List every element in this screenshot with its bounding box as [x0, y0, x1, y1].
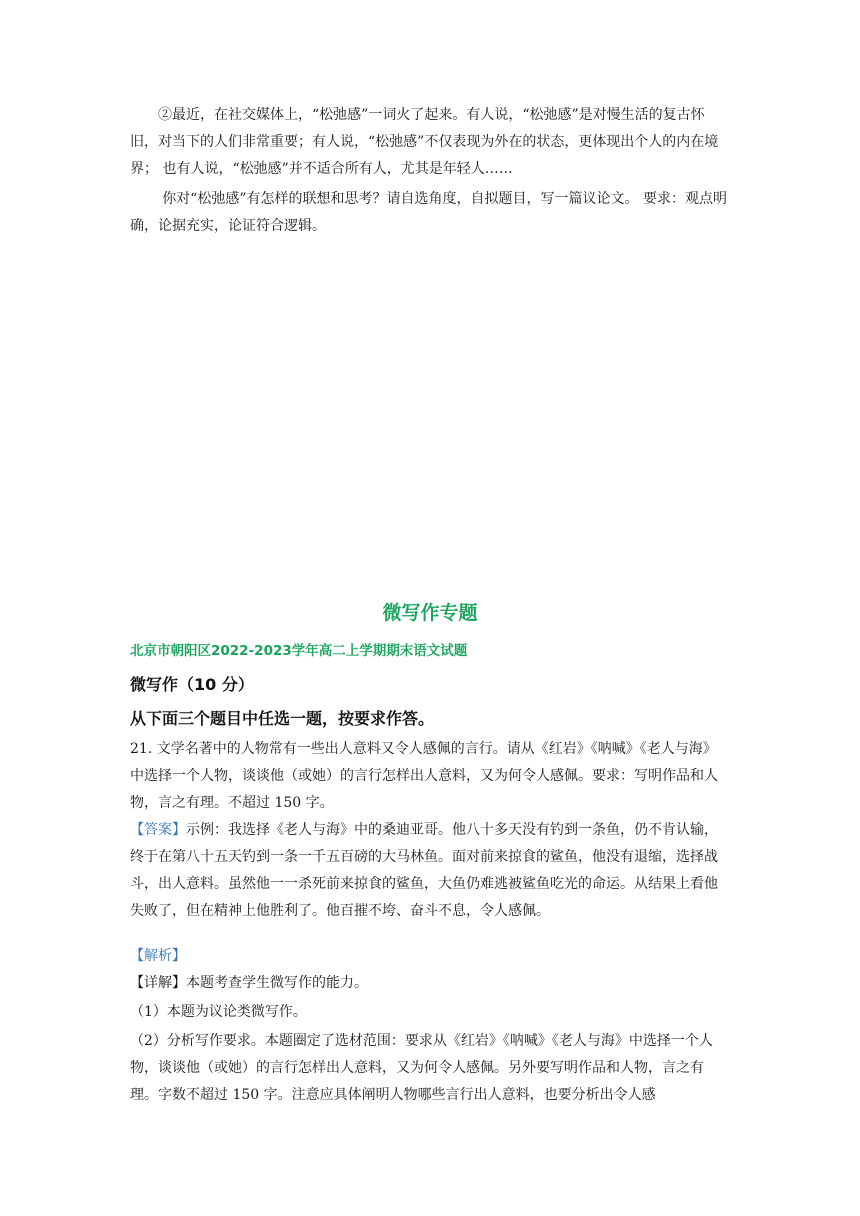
question-21: 21. 文学名著中的人物常有一些出人意料又令人感佩的言行。请从《红岩》《呐喊》《老人与海》中选择一个人物，谈谈他（或她）的言行怎样出人意料，又为何令人感佩。要求：写明作品和人物，言之有理。不超过 150 字。 [130, 741, 718, 811]
analysis-point-2: （2）分析写作要求。本题圈定了选材范围：要求从《红岩》《呐喊》《老人与海》中选择一个人物，谈谈他（或她）的言行怎样出人意料，又为何令人感佩。另外要写明作品和人物，言之有理。字数不超过 150 字。注意应具体阐明人物哪些言行出人意料，也要分析出令人感 [130, 1033, 713, 1103]
detail-tag: 【详解】 [130, 975, 186, 991]
analysis-tag: 【解析】 [130, 948, 186, 964]
answer-block [130, 817, 730, 925]
detail-block [130, 970, 730, 997]
answer-text: 示例：我选择《老人与海》中的桑迪亚哥。他八十多天没有钓到一条鱼，仍不肯认输，终于在第八十五天钓到一条一千五百磅的大马林鱼。面对前来掠食的鲨鱼，他没有退缩，选择战斗，出人意料。虽然他一一杀死前来掠食的鲨鱼，大鱼仍难逃被鲨鱼吃光的命运。从结果上看他失败了，但在精神上他胜利了。他百摧不垮、奋斗不息，令人感佩。 [130, 822, 718, 919]
micro-writing-heading: 微写作（10 分） [130, 675, 254, 694]
analysis-block [130, 943, 730, 970]
detail-text: 本题考查学生微写作的能力。 [186, 975, 368, 991]
prompt-task: 你对“松弛感”有怎样的联想和思考？请自选角度，自拟题目，写一篇议论文。 要求：观点明确，论据充实，论证符合逻辑。 [130, 191, 727, 234]
answer-tag: 【答案】 [130, 822, 186, 838]
prompt-paragraph-2: ②最近，在社交媒体上，“松弛感”一词火了起来。有人说，“松弛感”是对慢生活的复古怀旧，对当下的人们非常重要；有人说，“松弛感”不仅表现为外在的状态，更体现出个人的内在境界； 也有人说，“松弛感”并不适合所有人，尤其是年轻人…… [130, 107, 719, 177]
source-line: 北京市朝阳区2022-2023学年高二上学期期末语文试题 [130, 643, 468, 659]
section-title: 微写作专题 [382, 602, 478, 624]
instruction-heading: 从下面三个题目中任选一题，按要求作答。 [130, 709, 435, 728]
analysis-point-1: （1）本题为议论类微写作。 [130, 1004, 307, 1020]
